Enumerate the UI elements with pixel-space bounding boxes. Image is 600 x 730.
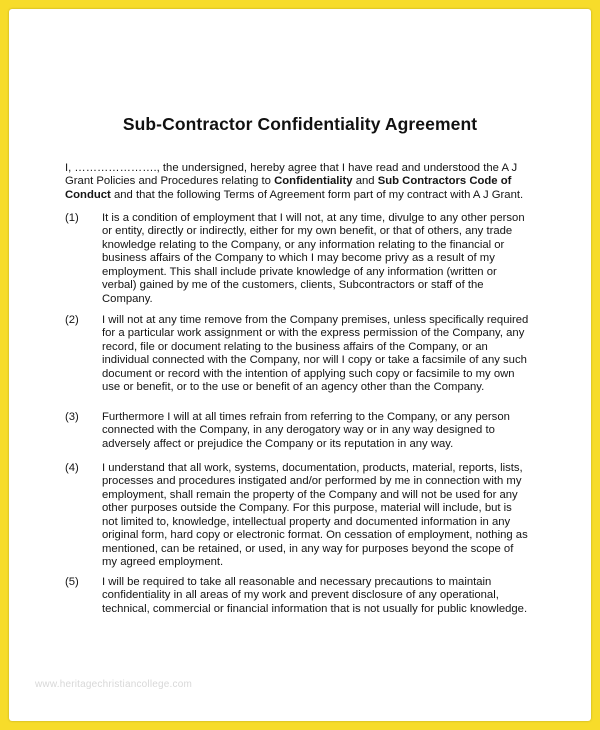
intro-paragraph bbox=[65, 162, 545, 202]
clause-line: business affairs of the Company to which I may become privy as a result of my bbox=[102, 252, 495, 265]
clause-line: record, file or document relating to the business affairs of the Company, or an bbox=[102, 340, 488, 353]
clause-line: confidentiality in all areas of my work and prevent disclosure of any operational, bbox=[102, 589, 499, 602]
clause-line: original form, hard copy or electronic format. On cessation of employment, nothing as bbox=[102, 529, 528, 542]
document-page bbox=[9, 9, 591, 721]
intro-line-2-mid: and bbox=[352, 175, 378, 188]
clause-line: It is a condition of employment that I will not, at any time, divulge to any other person bbox=[102, 212, 525, 224]
clause-line: Company. bbox=[102, 292, 153, 305]
document-title: Sub-Contractor Confidentiality Agreement bbox=[122, 114, 478, 134]
code-of-conduct-term: Sub Contractors Code of bbox=[377, 175, 512, 188]
clause-line: I will not at any time remove from the Company premises, unless specifically required bbox=[102, 314, 529, 326]
clause-number: (4) bbox=[65, 462, 79, 474]
clause-number: (5) bbox=[65, 576, 79, 588]
clause-line: employment, shall remain the property of the Company and will not be used for any bbox=[102, 488, 518, 501]
clause-line: verbal) gained by me of the customers, clients, Subcontractors or staff of the bbox=[102, 279, 484, 292]
clause-line: document or record with the intention of applying such copy or facsimile to my own bbox=[102, 367, 515, 380]
clause-line: use or benefit, or to the use or benefit of an agency other than the Company. bbox=[102, 381, 485, 394]
confidentiality-term: Confidentiality bbox=[274, 175, 353, 188]
intro-line-2-prefix: Grant Policies and Procedures relating to bbox=[65, 175, 275, 188]
clause-line: for a particular work assignment or with the express permission of the Company, any bbox=[102, 327, 525, 340]
clause-body bbox=[102, 212, 557, 306]
clause-line: I will be required to take all reasonable and necessary precautions to maintain bbox=[102, 576, 492, 588]
intro-line-3-rest: and that the following Terms of Agreement form part of my contract with A J Grant. bbox=[110, 188, 524, 201]
clause-line: adversely affect or prejudice the Company or its reputation in any way. bbox=[102, 437, 454, 450]
clause-line: knowledge relating to the Company, or any information relating to the financial or bbox=[102, 238, 505, 251]
clause-number: (2) bbox=[65, 314, 79, 326]
clause-body bbox=[102, 314, 557, 395]
clause-body bbox=[102, 411, 557, 451]
clause-line: connected with the Company, in any derogatory way or in any way designed to bbox=[102, 424, 495, 437]
intro-line-3 bbox=[65, 189, 545, 202]
clause-line: other purposes outside the Company. For this purpose, material will include, but is bbox=[102, 502, 512, 515]
clause-line: mentioned, can be retained, or used, in any way for purposes beyond the scope of bbox=[102, 542, 514, 555]
conduct-term: Conduct bbox=[65, 188, 111, 201]
clause-number: (3) bbox=[65, 411, 79, 423]
clause-body bbox=[102, 462, 557, 570]
clause-line: processes and procedures instigated and/or performed by me in connection with my bbox=[102, 475, 522, 488]
clause-line: individual connected with the Company, nor will I copy or take a facsimile of any such bbox=[102, 354, 527, 367]
clause-line: I understand that all work, systems, documentation, products, material, reports, lists, bbox=[102, 462, 523, 474]
clause-line: or entity, directly or indirectly, either for my own benefit, or that of others, any trade bbox=[102, 225, 513, 238]
intro-line-2 bbox=[65, 175, 545, 188]
watermark: www.heritagechristiancollege.com bbox=[35, 679, 193, 690]
clause-line: employment. This shall include private knowledge of any information (written or bbox=[102, 265, 497, 278]
clause-line: my agreed employment. bbox=[102, 556, 224, 569]
clause-body bbox=[102, 576, 557, 616]
clause-line: not limited to, knowledge, intellectual property and documented information in any bbox=[102, 515, 511, 528]
clause-number: (1) bbox=[65, 212, 79, 224]
clause-line: technical, commercial or financial information that is not usually for public knowledge. bbox=[102, 602, 528, 615]
clause-line: Furthermore I will at all times refrain from referring to the Company, or any person bbox=[102, 411, 510, 423]
intro-line-1: I, …………………., the undersigned, hereby agree that I have read and understood the A J bbox=[65, 162, 518, 174]
